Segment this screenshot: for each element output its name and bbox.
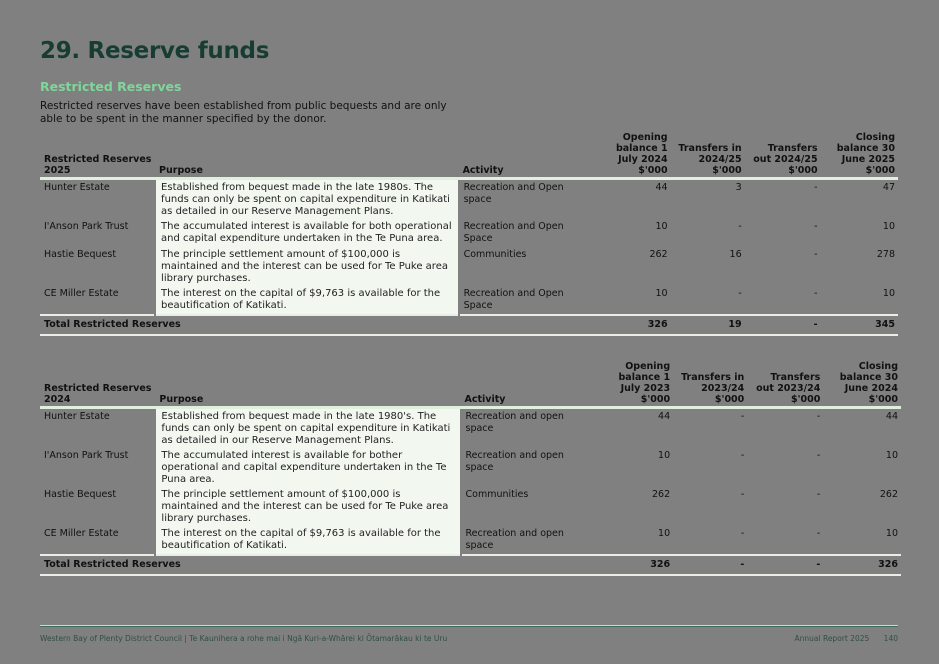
transfers-in: - bbox=[740, 450, 745, 461]
reserve-purpose: The interest on the capital of $9,763 is available for the beautification of Katikati. bbox=[155, 526, 460, 555]
reserve-purpose: The interest on the capital of $9,763 is available for the beautification of Katikati. bbox=[155, 286, 459, 315]
header-name: Restricted Reserves 2025 bbox=[40, 132, 155, 179]
total-label: Total Restricted Reserves bbox=[40, 315, 593, 335]
transfers-out: - bbox=[816, 489, 821, 500]
reserve-purpose: Established from bequest made in the late 1980's. The funds can only be spent on capital expenditure in Katikati as detailed in our Reserve Management Plans. bbox=[155, 408, 460, 449]
total-transfers-out: - bbox=[745, 315, 821, 335]
transfers-in: - bbox=[738, 288, 742, 299]
reserve-activity: Communities bbox=[463, 249, 527, 260]
header-closing: Closing balance 30 June 2025 $'000 bbox=[821, 132, 898, 179]
transfers-out: - bbox=[814, 249, 818, 260]
transfers-in: - bbox=[740, 489, 745, 500]
footer-report-title: Annual Report 2025 bbox=[794, 634, 870, 643]
footer-council-name: Western Bay of Plenty District Council | Te Kaunihera a rohe mai i Ngā Kuri-a-Whārei ki Ōtamarākau ki te Uru bbox=[40, 634, 448, 643]
table-row bbox=[40, 179, 898, 220]
header-opening: Opening balance 1 July 2023 $'000 bbox=[595, 361, 673, 408]
transfers-in: - bbox=[740, 528, 745, 539]
reserve-purpose: The principle settlement amount of $100,000 is maintained and the interest can be used for Te Puke area library purchases. bbox=[155, 487, 460, 526]
header-transfers-in: Transfers in 2024/25 $'000 bbox=[671, 132, 745, 179]
table-header-row bbox=[40, 361, 901, 408]
table-header-row bbox=[40, 132, 898, 179]
transfers-out: - bbox=[816, 411, 821, 422]
opening-balance: 44 bbox=[655, 182, 668, 193]
header-transfers-out: Transfers out 2023/24 $'000 bbox=[747, 361, 823, 408]
table-row bbox=[40, 219, 898, 247]
reserve-purpose: Established from bequest made in the late 1980s. The funds can only be spent on capital expenditure in Katikati as detailed in our Reserve Management Plans. bbox=[155, 179, 459, 220]
reserve-activity: Communities bbox=[465, 489, 529, 500]
footer-report-info bbox=[794, 634, 898, 643]
reserve-purpose: The principle settlement amount of $100,000 is maintained and the interest can be used for Te Puke area library purchases. bbox=[155, 247, 459, 286]
page-number: 140 bbox=[883, 634, 898, 643]
reserve-activity: Recreation and Open Space bbox=[463, 288, 564, 311]
total-opening: 326 bbox=[595, 555, 673, 575]
transfers-out: - bbox=[814, 221, 818, 232]
intro-paragraph: Restricted reserves have been established from public bequests and are only able to be spent in the manner specified by the donor. bbox=[40, 100, 447, 125]
table-row bbox=[40, 408, 901, 449]
closing-balance: 10 bbox=[885, 450, 898, 461]
reserve-activity: Recreation and open space bbox=[465, 411, 564, 434]
transfers-out: - bbox=[816, 528, 821, 539]
header-transfers-out: Transfers out 2024/25 $'000 bbox=[745, 132, 821, 179]
closing-balance: 44 bbox=[885, 411, 898, 422]
total-row bbox=[40, 315, 898, 335]
reserve-name: Hunter Estate bbox=[44, 411, 110, 422]
total-transfers-in: 19 bbox=[671, 315, 745, 335]
reserve-name: I'Anson Park Trust bbox=[44, 221, 129, 232]
reserve-name: Hastie Bequest bbox=[44, 489, 117, 500]
table-row bbox=[40, 448, 901, 487]
opening-balance: 10 bbox=[655, 221, 668, 232]
reserves-table-2024 bbox=[40, 361, 901, 576]
header-activity: Activity bbox=[461, 361, 596, 408]
reserve-purpose: The accumulated interest is available for bother operational and capital expenditure undertaken in the Te Puna area. bbox=[155, 448, 460, 487]
opening-balance: 10 bbox=[658, 450, 671, 461]
closing-balance: 10 bbox=[882, 288, 895, 299]
opening-balance: 10 bbox=[655, 288, 668, 299]
total-transfers-in: - bbox=[673, 555, 747, 575]
header-name: Restricted Reserves 2024 bbox=[40, 361, 155, 408]
total-row bbox=[40, 555, 901, 575]
reserve-activity: Recreation and Open space bbox=[463, 182, 564, 205]
opening-balance: 262 bbox=[649, 249, 668, 260]
table-row bbox=[40, 487, 901, 526]
opening-balance: 10 bbox=[658, 528, 671, 539]
table-row bbox=[40, 286, 898, 315]
total-label: Total Restricted Reserves bbox=[40, 555, 595, 575]
closing-balance: 47 bbox=[882, 182, 895, 193]
header-transfers-in: Transfers in 2023/24 $'000 bbox=[673, 361, 747, 408]
page-title: 29. Reserve funds bbox=[40, 38, 270, 64]
reserve-purpose: The accumulated interest is available for both operational and capital expenditure undertaken in the Te Puna area. bbox=[155, 219, 459, 247]
closing-balance: 278 bbox=[876, 249, 895, 260]
closing-balance: 262 bbox=[879, 489, 898, 500]
transfers-in: - bbox=[738, 221, 742, 232]
footer-divider bbox=[40, 625, 898, 627]
reserve-activity: Recreation and open space bbox=[465, 450, 564, 473]
header-closing: Closing balance 30 June 2024 $'000 bbox=[823, 361, 901, 408]
header-purpose: Purpose bbox=[155, 361, 460, 408]
closing-balance: 10 bbox=[885, 528, 898, 539]
section-title: Restricted Reserves bbox=[40, 79, 182, 94]
transfers-out: - bbox=[816, 450, 821, 461]
reserves-table-2025 bbox=[40, 132, 898, 336]
transfers-out: - bbox=[814, 288, 818, 299]
total-opening: 326 bbox=[593, 315, 671, 335]
reserve-activity: Recreation and open space bbox=[465, 528, 564, 551]
transfers-in: 3 bbox=[735, 182, 742, 193]
transfers-out: - bbox=[814, 182, 818, 193]
header-purpose: Purpose bbox=[155, 132, 459, 179]
transfers-in: - bbox=[740, 411, 745, 422]
closing-balance: 10 bbox=[882, 221, 895, 232]
header-opening: Opening balance 1 July 2024 $'000 bbox=[593, 132, 671, 179]
total-closing: 326 bbox=[823, 555, 901, 575]
reserve-name: CE Miller Estate bbox=[44, 528, 119, 539]
reserve-name: Hunter Estate bbox=[44, 182, 110, 193]
reserve-name: Hastie Bequest bbox=[44, 249, 117, 260]
table-row bbox=[40, 247, 898, 286]
reserve-activity: Recreation and Open Space bbox=[463, 221, 564, 244]
header-activity: Activity bbox=[459, 132, 593, 179]
opening-balance: 44 bbox=[658, 411, 671, 422]
total-transfers-out: - bbox=[747, 555, 823, 575]
transfers-in: 16 bbox=[729, 249, 742, 260]
opening-balance: 262 bbox=[651, 489, 671, 500]
total-closing: 345 bbox=[821, 315, 898, 335]
reserve-name: I'Anson Park Trust bbox=[44, 450, 129, 461]
table-row bbox=[40, 526, 901, 555]
reserve-name: CE Miller Estate bbox=[44, 288, 119, 299]
